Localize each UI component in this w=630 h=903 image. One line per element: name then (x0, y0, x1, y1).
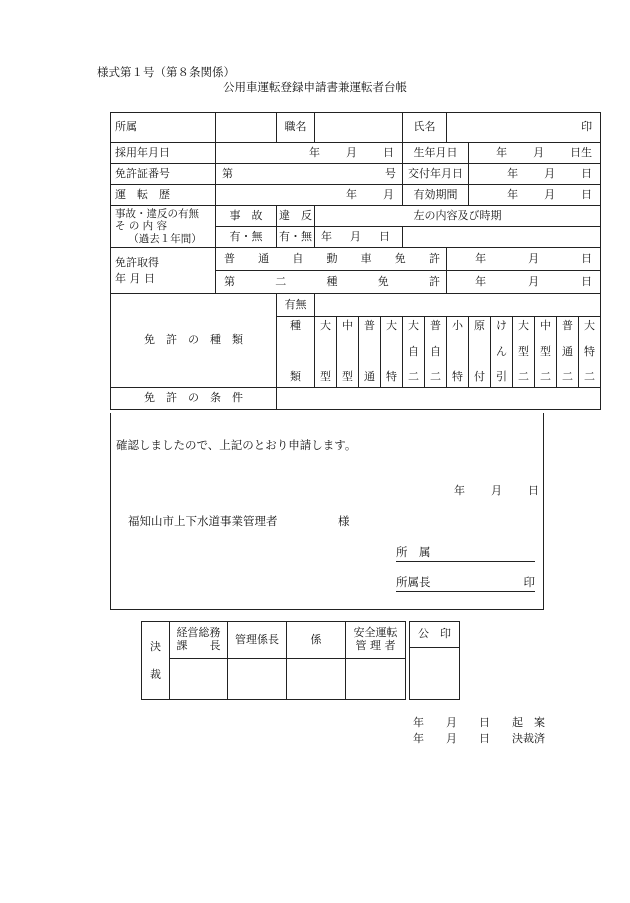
kind-cell[interactable]: 大 特 二 (579, 317, 601, 388)
form-id: 様式第１号（第８条関係） (97, 65, 235, 79)
conditions-field[interactable] (277, 388, 601, 410)
birth-label: 生年月日 (403, 143, 469, 164)
issue-date-field[interactable]: 年 月 日 (469, 164, 601, 185)
driving-history-label: 運 転 歴 (111, 185, 216, 206)
footer-draft: 年 月 日 起 案 (413, 716, 545, 729)
statement-date[interactable]: 年 月 日 (454, 484, 539, 497)
affiliation-cell[interactable] (111, 113, 216, 143)
approver-col4: 安全運転 管 理 者 (346, 622, 406, 659)
kind-cell[interactable]: 普 通 二 (557, 317, 579, 388)
approver-col3: 係 (287, 622, 346, 659)
official-stamp-cell[interactable] (410, 648, 460, 700)
kind-cell[interactable]: 大 型 (315, 317, 337, 388)
official-stamp-label: 公 印 (410, 622, 460, 648)
kinds-header: 種 類 (277, 317, 315, 388)
kind-cell[interactable]: 小 特 (447, 317, 469, 388)
page-title: 公用車運転登録申請書兼運転者台帳 (223, 80, 407, 94)
applicant-affiliation-line[interactable]: 所 属 (396, 544, 535, 562)
addressee-honorific: 様 (338, 514, 350, 528)
name-label: 氏名 (403, 113, 447, 143)
birth-field[interactable]: 年 月 日生 (469, 143, 601, 164)
chief-signature-line[interactable]: 所属長 印 (396, 574, 535, 592)
kind-cell[interactable]: 大 特 (381, 317, 403, 388)
accident-label: 事故・違反の有無 そ の 内 容 （過去１年間） (111, 206, 216, 248)
hire-date-label: 採用年月日 (111, 143, 216, 164)
kind-cell[interactable]: け ん 引 (491, 317, 513, 388)
approval-seal-cell[interactable] (170, 659, 228, 700)
name-field[interactable] (447, 113, 601, 143)
kind-cell[interactable]: 普 通 (359, 317, 381, 388)
footer-approved: 年 月 日 決裁済 (413, 732, 545, 745)
approver-col2: 管理係長 (228, 622, 287, 659)
approval-table (141, 621, 406, 700)
position-label: 職名 (277, 113, 315, 143)
kind-cell[interactable]: 大 型 二 (513, 317, 535, 388)
conditions-label: 免 許 の 条 件 (111, 388, 277, 410)
kind-cell[interactable]: 大 自 二 (403, 317, 425, 388)
kind-cell[interactable]: 中 型 (337, 317, 359, 388)
acquisition-label: 免許取得 年 月 日 (111, 248, 216, 294)
license-no-label: 免許証番号 (111, 164, 216, 185)
driving-history-field[interactable]: 年 月 (216, 185, 403, 206)
approval-seal-cell[interactable] (228, 659, 287, 700)
approval-seal-cell[interactable] (287, 659, 346, 700)
approver-col1: 経営総務 課 長 (170, 622, 228, 659)
position-field[interactable] (315, 113, 403, 143)
statement-text: 確認しましたので、上記のとおり申請します。 (116, 438, 357, 452)
license-no-field[interactable]: 第 号 (216, 164, 403, 185)
kind-cell[interactable]: 原 付 (469, 317, 491, 388)
violation-col-label: 違 反 (277, 206, 315, 227)
class2-license-label: 第 二 種 免 許 (216, 271, 447, 294)
chief-seal: 印 (523, 575, 535, 589)
kind-cell[interactable]: 普 自 二 (425, 317, 447, 388)
application-table (110, 112, 601, 410)
seal-mark: 印 (581, 120, 593, 134)
accident-yes-no[interactable]: 有・無 (216, 227, 277, 248)
addressee: 福知山市上下水道事業管理者 (128, 514, 278, 528)
accident-date-field[interactable]: 年 月 日 (315, 227, 403, 248)
decision-label: 決 裁 (142, 622, 170, 700)
approval-seal-cell[interactable] (346, 659, 406, 700)
hire-date-field[interactable]: 年 月 日 (216, 143, 403, 164)
class2-license-date[interactable]: 年 月 日 (447, 271, 601, 294)
umu-label: 有無 (277, 294, 315, 317)
violation-yes-no[interactable]: 有・無 (277, 227, 315, 248)
validity-label: 有効期間 (403, 185, 469, 206)
affiliation-label: 所属 (115, 120, 137, 134)
issue-date-label: 交付年月日 (403, 164, 469, 185)
ordinary-license-label: 普 通 自 動 車 免 許 (216, 248, 447, 271)
ordinary-license-date[interactable]: 年 月 日 (447, 248, 601, 271)
kind-cell[interactable]: 中 型 二 (535, 317, 557, 388)
accident-detail-label: 左の内容及び時期 (315, 206, 601, 227)
validity-field[interactable]: 年 月 日 (469, 185, 601, 206)
official-stamp-table (409, 621, 460, 700)
accident-col-label: 事 故 (216, 206, 277, 227)
kinds-label: 免 許 の 種 類 (111, 294, 277, 388)
accident-detail-field[interactable] (403, 227, 601, 248)
